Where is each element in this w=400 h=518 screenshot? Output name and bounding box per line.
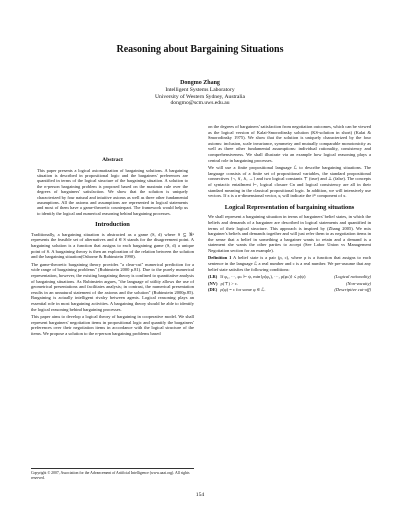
definition-label: Definition 1 xyxy=(208,255,232,261)
paragraph: We will use a finite propositional language ℒ to describe bargaining situations. The language consists of a finite set of propositional variables, the standard propositional connectives {¬, ∨, ∧, →} and two logical constants ⊤ (true) and ⊥ (false). The concepts of syntactic entailment ⊢, logical closure Cn and logical consistency are all in their standard meaning in the classical propositional logic. In addition, we will intensively use vectors. If x is a n-dimensional vector, xᵢ will indicate the iᵗʰ component of x. xyxy=(208,165,371,199)
left-column xyxy=(31,158,194,339)
condition-row xyxy=(208,274,371,280)
condition-name: (Descriptive cut-off) xyxy=(334,287,371,293)
condition-formula: ρ(φ) = c for some φ ∈ ℒ. xyxy=(220,287,266,293)
condition-label: (DE) xyxy=(208,287,218,293)
author-name: Dongmo Zhang xyxy=(180,80,220,86)
paragraph: The game-theoretic bargaining theory provides "a clear-cut" numerical prediction for a wide range of bargaining problems" (Rubinstein 2000 p.81). Due to the purely numerical representation, however, the existing bargaining theory is confined to quantitative analysis of bargaining situations. As Rubinstein argues, "the language of utility allows the use of geometrical presentations and facilitates analysis; in contrast, the numerical presentation results in an unnatural statement of the axioms and the solution" (Rubinstein 2000p.85). Bargaining is actually intelligent rivalry between agents. Logical reasoning plays an essential role in most bargaining activities. A bargaining theory should be able to identify the logical reasoning behind bargaining processes. xyxy=(31,261,194,312)
definition xyxy=(208,255,371,272)
condition-name: (Non-vacuity) xyxy=(346,280,371,286)
paragraph: on the degrees of bargainers' satisfaction from negotiation outcomes, which can be viewed as the logical version of Kalai-Smorodinsky solution (KS-solution in short) (Kalai & Smorodinsky 1975). We show that the solution is uniquely characterized by the four axioms: inclusion, scale invariance, symmetry and mutually comparable monotonicity as well as three other fundamental assumptions: individual rationality, consistency and comprehensiveness. We shall illustrate via an example how logical reasoning plays a central role in bargaining processes. xyxy=(208,124,371,163)
paragraph: Traditionally, a bargaining situation is abstracted as a game (S, d) where S ⊆ ℜⁿ represents the feasible set of alternatives and d ∈ S stands for the disagreement point. A bargaining solution is a function that assigns to each bargaining game (S, d) a unique point of S. A bargaining theory is then an exploration of the relation between the solution and the bargaining situation(Osborne & Rubinstein 1990). xyxy=(31,231,194,260)
affiliation-line: University of Western Sydney, Australia xyxy=(155,93,245,100)
introduction-heading: Introduction xyxy=(95,221,130,229)
author-block xyxy=(0,80,400,107)
abstract-heading: Abstract xyxy=(102,157,123,163)
definition-text: A belief state is a pair (ρ, c), where ρ is a function that assigns to each sentence in the language ℒ a real number and c is a real number. We pre-assume that any belief state satisfies the following conditions: xyxy=(208,255,371,272)
affiliation-line: Intelligent Systems Laboratory xyxy=(165,86,235,93)
copyright-footnote: Copyright © 2007, Association for the Advancement of Artificial Intelligence (www.aaai.org). All rights reserved. xyxy=(31,468,194,480)
condition-formula: ρ(⊤) > c. xyxy=(220,280,238,286)
paper-title: Reasoning about Bargaining Situations xyxy=(116,44,284,55)
author-email: dongmo@scm.uws.edu.au xyxy=(170,100,230,107)
condition-label: (NV) xyxy=(208,280,218,286)
paragraph: We shall represent a bargaining situation in terms of bargainers' belief states, in which the beliefs and demands of a bargainer are described in logical statements and quantified in terms of their logical structure. This approach is inspired by (Zhang 2005). We mix bargainer's beliefs and demands together and will just refer them to as negotiation items in the sense that a belief in something a bargainer wants to retain and a demand is a statement she wants the other parties to accept (See Labor Union vs Management Negotiation section for an example). xyxy=(208,214,371,253)
condition-row xyxy=(208,281,371,287)
condition-label: (LR) xyxy=(208,274,218,280)
condition-formula: If φ₁, ···, φₙ ⊢ ψ, min{ρ(φ₁), ···, ρ(φₙ)} ≤ ρ(ψ) xyxy=(220,274,306,280)
right-column xyxy=(208,124,371,294)
abstract-text: This paper presents a logical axiomatization of bargaining solutions. A bargaining situation is described in propositional logic and the bargainers' preferences are quantified in terms of the logical structure of the bargaining situation. A solution to the n-person bargaining problem is proposed based on the maximin rule over the degrees of bargainers' satisfaction. We show that the solution is uniquely characterized by four natural and intuitive axioms as well as three other fundamental assumptions. All the axioms and assumptions are represented in logical statements and most of them have a game-theoretic counterpart. The framework would help us to identify the logical and numerical reasoning behind bargaining processes. xyxy=(37,167,188,216)
section-heading: Logical Representation of bargaining situations xyxy=(224,203,355,211)
paragraph: This paper aims to develop a logical theory of bargaining in cooperative model. We shall represent bargainers' negotiation items in propositional logic and quantify the bargainers' preferences over their negotiation items in accordance with the logical structure of the items. We propose a solution to the n-person bargaining problems based xyxy=(31,314,194,336)
condition-name: (Logical rationality) xyxy=(334,274,371,280)
page-number: 154 xyxy=(195,492,205,498)
condition-row xyxy=(208,287,371,293)
